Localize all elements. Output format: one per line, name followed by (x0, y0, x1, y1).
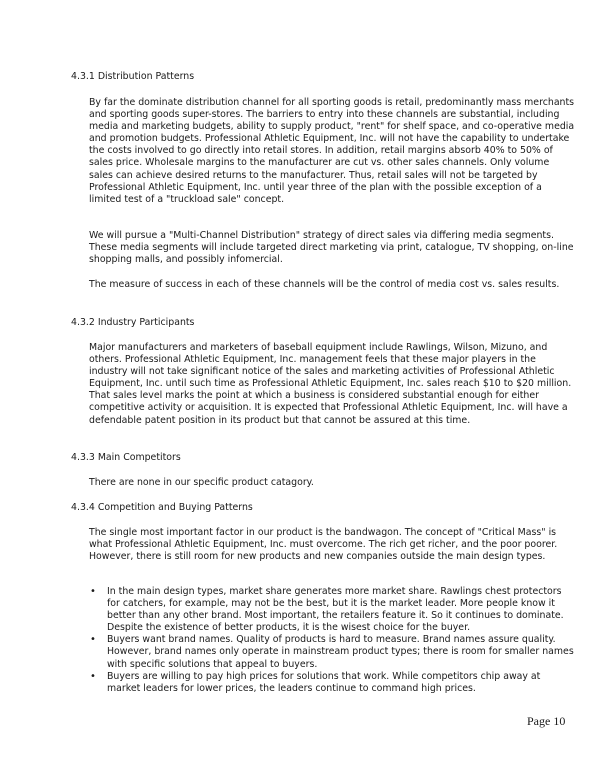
paragraph-multi-channel-strategy: We will pursue a "Multi-Channel Distribution" strategy of direct sales via differing media segments. These media segments will include targeted direct marketing via print, catalogue, TV shopping, on-line shopping malls, and possibly infomercial. (89, 230, 574, 266)
section-heading-distribution-patterns: 4.3.1 Distribution Patterns (71, 71, 195, 82)
list-item (89, 671, 575, 695)
bullet-icon: • (90, 670, 96, 682)
section-heading-competition-buying-patterns: 4.3.4 Competition and Buying Patterns (71, 502, 253, 513)
page-number: Page 10 (527, 714, 566, 728)
bullet-text: Buyers want brand names. Quality of products is hard to measure. Brand names assure quality. However, brand names only operate in mainstream product types; there is room for smaller names with specific solutions that appeal to buyers. (107, 634, 574, 670)
bullet-list (89, 586, 575, 695)
list-item (89, 586, 575, 634)
paragraph-distribution-channels: By far the dominate distribution channel for all sporting goods is retail, predominantly mass merchants and sporting goods super-stores. The barriers to entry into these channels are substantial, including media and marketing budgets, ability to supply product, "rent" for shelf space, and co-operative media and promotion budgets. Professional Athletic Equipment, Inc. will not have the capability to undertake the costs involved to go directly into retail stores. In addition, retail margins absorb 40% to 50% of sales price. Wholesale margins to the manufacturer are cut vs. other sales channels. Only volume sales can achieve desired returns to the manufacturer. Thus, retail sales will not be targeted by Professional Athletic Equipment, Inc. until year three of the plan with the possible exception of a limited test of a "truckload sale" concept. (89, 97, 575, 205)
bullet-icon: • (90, 634, 96, 646)
section-heading-industry-participants: 4.3.2 Industry Participants (71, 317, 195, 328)
paragraph-measure-of-success: The measure of success in each of these channels will be the control of media cost vs. sales results. (89, 279, 560, 290)
paragraph-bandwagon: The single most important factor in our product is the bandwagon. The concept of "Critical Mass" is what Professional Athletic Equipment, Inc. must overcome. The rich get richer, and the poor poorer. However, there is still room for new products and new companies outside the main design types. (89, 527, 558, 563)
list-item (89, 634, 575, 670)
paragraph-industry-participants: Major manufacturers and marketers of baseball equipment include Rawlings, Wilson, Mizuno, and others. Professional Athletic Equipment, Inc. management feels that these major players in the industry will not take significant notice of the sales and marketing activities of Professional Athletic Equipment, Inc. until such time as Professional Athletic Equipment, Inc. sales reach $10 to $20 million. That sales level marks the point at which a business is considered substantial enough for either competitive activity or acquisition. It is expected that Professional Athletic Equipment, Inc. will have a defendable patent position in its product but that cannot be assured at this time. (89, 342, 572, 426)
paragraph-main-competitors: There are none in our specific product catagory. (89, 477, 314, 488)
bullet-icon: • (90, 586, 96, 597)
section-heading-main-competitors: 4.3.3 Main Competitors (71, 452, 181, 463)
bullet-text: In the main design types, market share generates more market share. Rawlings chest protectors for catchers, for example, may not be the best, but it is the market leader. More people know it better than any other brand. Most important, the retailers feature it. So it continues to dominate. Despite the existence of better products, it is the wisest choice for the buyer. (107, 586, 564, 634)
bullet-text: Buyers are willing to pay high prices for solutions that work. While competitors chip away at market leaders for lower prices, the leaders continue to command high prices. (107, 670, 541, 694)
